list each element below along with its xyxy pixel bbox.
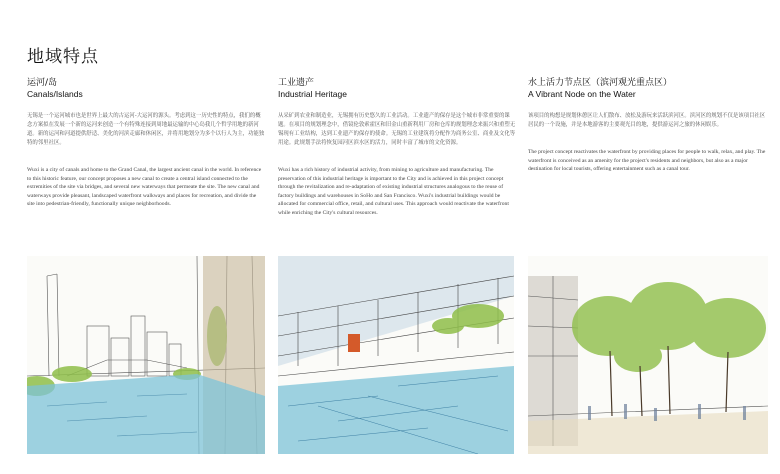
section-title-cn: 水上活力节点区（滨河观光重点区）	[528, 78, 673, 88]
section-title-cn: 工业遗产	[278, 78, 315, 88]
section-text-cn: 从采矿到农业和制造业，无锡拥有历史悠久的工业活动。工业遗产的保存是这个城市非常重要的课题。在项目的规划理念中，借镜伦敦索霍区和旧金山重新利用厂房和仓库的规划理念来振兴和重塑无锡现有工业结构，达到工业遗产的保存的使命。无锡的工业建筑将分配作为商务公室、商业及文化等用途。此规划手法将恢复园河区滨水区的活力，同时丰富了城市的文化资源。	[278, 113, 516, 146]
section-text-en: The project concept reactivates the waterfront by providing places for people to walk, relax, and play. The waterfront is conceived as an amenity for the project's residents and neighbors, but also as a major destination for local tourists, offering entertainment such as a canal tour.	[528, 149, 766, 173]
section-title-en: A Vibrant Node on the Water	[528, 89, 636, 99]
section-text-en: Wuxi is a city of canals and home to the Grand Canal, the largest ancient canal in the world. In reference to this historic feature, our concept proposes a new canal to create a central island connected to the extremities of the site via bridges, and several new waterways that permeate the site. The new canal and waterways provide pleasant, landscaped waterfront walkways and places for recreation, and divide the site into pedestrian-friendly, functionally unique neighborhoods.	[27, 167, 262, 208]
industrial-heritage-sketch-image	[278, 256, 514, 454]
section-title-cn: 运河/岛	[27, 78, 58, 88]
section-text-cn: 该项目的构想是规划休憩区让人们散布、放松及游玩来活跃滨河区。滨河区的规划不仅是该项目社区居民的一个设施，并是本地游客的主要观光目的地，提供游运河之旅的休闲娱乐。	[528, 113, 766, 128]
section-title-en: Industrial Heritage	[278, 89, 347, 99]
section-text-en: Wuxi has a rich history of industrial activity, from mining to agriculture and manufacturing. The preservation of this industrial heritage is important to the City and is achieved in this project concept through the revitalization and re-adaptation of existing industrial structures analogous to the reuse of factory buildings and warehouses in SoHo and San Francisco. Wuxi's industrial buildings would be allocated for commercial office, retail, and cultural uses. This approach would reactivate the waterfront while enriching the City's cultural resources.	[278, 167, 509, 216]
section-canals	[27, 78, 265, 209]
section-industrial-heritage	[278, 78, 516, 218]
section-vibrant-node	[528, 78, 766, 174]
section-text-cn: 无锡是一个运河城市也是世界上最大的古运河-大运河的源头。考虑到这一历史性的特点，我们的概念方案拟在发展一个新的运河来创造一个有特殊连接到周地最运输的中心岛我几个哲学用地的新河道。新的运河和河道提供舒适、美化的河滨走廊和休闲区，并将用地划分为多个以行人为主，功能独特的邻里社区。	[27, 113, 265, 146]
waterfront-sketch-image	[528, 256, 768, 454]
section-title-en: Canals/Islands	[27, 89, 83, 99]
canal-sketch-image	[27, 256, 265, 454]
page-title: 地域特点	[27, 47, 99, 67]
